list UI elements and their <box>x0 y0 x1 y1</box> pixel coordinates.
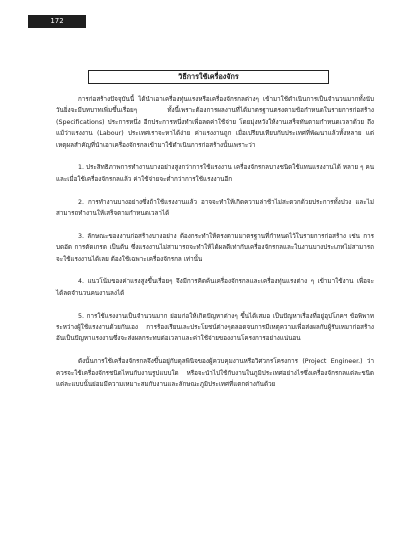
body-text <box>56 94 374 402</box>
list-item: 4. แนวโน้มของค่าแรงสูงขึ้นเรื่อยๆ จึงมีการคิดค้นเครื่องจักรกลและเครื่องทุ่นแรงต่าง ๆ เข้ามาใช้งาน เพื่อจะได้ลดจำนวนคนงานลงได้ <box>56 278 374 297</box>
list-item: 1. ประสิทธิภาพการทำงานบางอย่างสูงกว่าการใช้แรงงาน เครื่องจักรกลบางชนิดใช้แทนแรงงานได้ หลาย ๆ คน และเมื่อใช้เครื่องจักรกลแล้ว ค่าใช้จ่ายจะต่ำกว่าการใช้แรงงานอีก <box>56 164 374 183</box>
intro-paragraph: การก่อสร้างปัจจุบันนี้ ได้นำเอาเครื่องทุ่นแรงหรือเครื่องจักรกลต่างๆ เข้ามาใช้ดำเนินการเป็นจำนวนมากทั้งนับวันยิ่งจะมีบทบาทเพิ่มขึ้นเรื่อยๆ ทั้งนี้เพราะต้องการผลงานที่ได้มาตรฐานตรงตามข้อกำหนดในรายการก่อสร้าง (Specifications) ประการหนึ่ง อีกประการหนึ่งทำเพื่อลดค่าใช้จ่าย โดยมุ่งหวังให้งานเสร็จทันตามกำหนดเวลาด้วย ถึงแม้ว่าแรงงาน (Labour) ประเทศเราจะหาได้ง่าย ค่าแรงงานถูก เมื่อเปรียบเทียบกับประเทศที่พัฒนาแล้วทั้งหลาย แต่เหตุผลสำคัญที่นำเอาเครื่องจักรกลเข้ามาใช้ดำเนินการก่อสร้างนั้นเพราะว่า <box>56 96 374 149</box>
closing-paragraph: ดังนั้นการใช้เครื่องจักรกลจึงขึ้นอยู่กับดุลพินิจของผู้ควบคุมงานหรือวิศวกรโครงการ (Project Engineer.) ว่าควรจะใช้เครื่องจักรชนิดไหนกับงานรูปแบบใด หรือจะนำไปใช้กับงานในภูมิประเทศอย่างไรซึ่งเครื่องจักรกลแต่ละชนิด แต่ละแบบนั้นย่อมมีความเหมาะสมกับงานและลักษณะภูมิประเทศที่แตกต่างกันด้วย <box>56 358 374 389</box>
list-item: 2. การทำงานบางอย่างซึ่งถ้าใช้แรงงานแล้ว อาจจะทำให้เกิดความล่าช้าไม่สะดวกด้วยประการทั้งปวง และไม่สามารถทำงานให้เสร็จตามกำหนดเวลาได้ <box>56 198 374 218</box>
list-item: 5. การใช้แรงงานเป็นจำนวนมาก ย่อมก่อให้เกิดปัญหาต่างๆ ขึ้นได้เสมอ เป็นปัญหาเรื่องที่อยู่อุปโภคฯ ข้อพิพาทระหว่างผู้ใช้แรงงานด้วยกันเอง การร้องเรียนเละประโยชน์ต่างๆตลอดจนการมีเหตุความเพื่อส่งผลกับผู้รับเหมาก่อสร้าง อันเป็นปัญหาแรงงานซึ่งจะส่งผลกระทบต่อเวลาและค่าใช้จ่ายของงานโครงการอย่างแน่นอน <box>56 312 374 343</box>
section-title: วิธีการใช้เครื่องจักร <box>88 70 329 84</box>
page-number: 172 <box>28 15 86 28</box>
list-item: 3. ลักษณะของงานก่อสร้างบางอย่าง ต้องกระทำให้ตรงตามมาตรฐานที่กำหนดไว้ในรายการก่อสร้าง เช่น การบดอัด การตัดเกรด เป็นต้น ซึ่งแรงงานไม่สามารถจะทำให้ได้ผลดีเท่ากับเครื่องจักรกลและในงานบางประเภทไม่สามารถจะใช้แรงงานได้เลย ต้องใช้เฉพาะเครื่องจักรกล เท่านั้น <box>56 232 374 263</box>
